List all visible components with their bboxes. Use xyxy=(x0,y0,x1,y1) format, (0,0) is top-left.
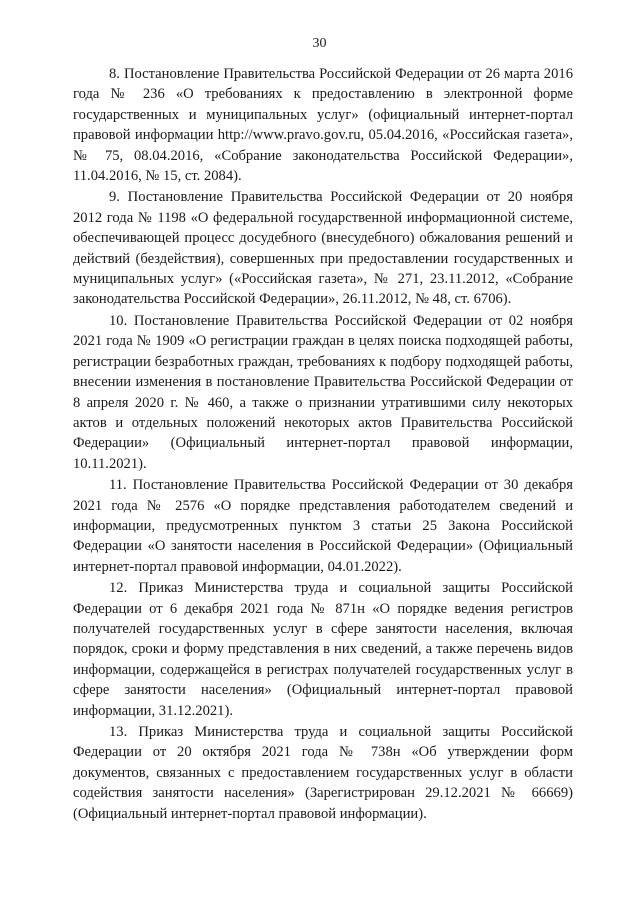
list-item-13: 13. Приказ Министерства труда и социальной защиты Российской Федерации от 20 октября 2021 года № 738н «Об утверждении форм документов, связанных с предоставлением государственных услуг в области содействия занятости населения» (Зарегистрирован 29.12.2021 № 66669) (Официальный интернет-портал правовой информации). xyxy=(73,724,573,822)
list-item-11: 11. Постановление Правительства Российской Федерации от 30 декабря 2021 года № 2576 «О порядке представления работодателем сведений и информации, предусмотренных пунктом 3 статьи 25 Закона Российской Федерации «О занятости населения в Российской Федерации» (Официальный интернет-портал правовой информации, 04.01.2022). xyxy=(73,477,573,575)
list-item-12: 12. Приказ Министерства труда и социальной защиты Российской Федерации от 6 декабря 2021 года № 871н «О порядке ведения регистров получателей государственных услуг в сфере занятости населения, включая порядок, сроки и форму представления в них сведений, а также перечень видов информации, содержащейся в регистрах получателей государственных услуг в сфере занятости населения» (Официальный интернет-портал правовой информации, 31.12.2021). xyxy=(73,580,573,719)
list-item-10: 10. Постановление Правительства Российской Федерации от 02 ноября 2021 года № 1909 «О регистрации граждан в целях поиска подходящей работы, регистрации безработных граждан, требованиях к подбору подходящей работы, внесении изменения в постановление Правительства Российской Федерации от 8 апреля 2020 г. № 460, а также о признании утратившими силу некоторых актов и отдельных положений некоторых актов Правительства Российской Федерации» (Официальный интернет-портал правовой информации, 10.11.2021). xyxy=(73,312,573,472)
document-body xyxy=(73,64,573,825)
list-item-8: 8. Постановление Правительства Российской Федерации от 26 марта 2016 года № 236 «О требованиях к предоставлению в электронной форме государственных и муниципальных услуг» (официальный интернет-портал правовой информации http://www.pravo.gov.ru, 05.04.2016, «Российская газета», № 75, 08.04.2016, «Собрание законодательства Российской Федерации», 11.04.2016, № 15, ст. 2084). xyxy=(73,66,573,185)
page-number: 30 xyxy=(312,36,327,51)
list-item-9: 9. Постановление Правительства Российской Федерации от 20 ноября 2012 года № 1198 «О федеральной государственной информационной системе, обеспечивающей процесс досудебного (внесудебного) обжалования решений и действий (бездействия), совершенных при предоставлении государственных и муниципальных услуг» («Российская газета», № 271, 23.11.2012, «Собрание законодательства Российской Федерации», 26.11.2012, № 48, ст. 6706). xyxy=(73,189,573,308)
